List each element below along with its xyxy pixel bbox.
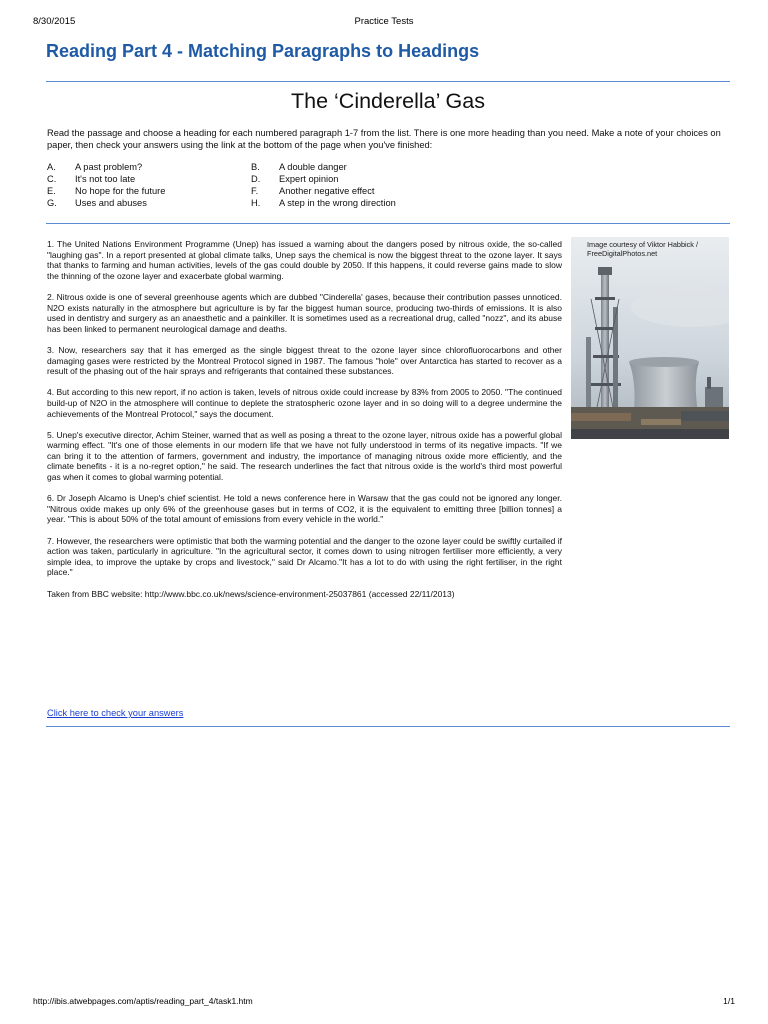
paragraph-7: 7. However, the researchers were optimistic that both the warming potential and the danger to the ozone layer could be swiftly curtailed if action was taken, particularly in agriculture. "In the agricultural sector, it comes down to using nitrogen fertiliser more efficiently, a very simple idea, to improve the uptake by crops and livestock," said Dr Alcamo."It has a lot to do with using the right fertiliser, in the right place.": [47, 535, 562, 578]
instructions: Read the passage and choose a heading for each numbered paragraph 1-7 from the list. There is one more heading than you need. Make a note of your choices on paper, then check your answers using the link at the bottom of the page when you've finished:: [47, 128, 721, 150]
source-citation: Taken from BBC website: http://www.bbc.co.uk/news/science-environment-25037861 (accessed 22/11/2013): [47, 588, 455, 599]
divider: [46, 223, 730, 224]
heading-letter: C.: [47, 174, 57, 184]
print-page-title: Practice Tests: [354, 16, 414, 27]
check-answers-link[interactable]: Click here to check your answers: [47, 708, 184, 718]
heading-row: [47, 185, 467, 197]
heading-letter: F.: [251, 186, 259, 196]
print-url: http://ibis.atwebpages.com/aptis/reading_part_4/task1.htm: [33, 996, 253, 1006]
paragraph-2: 2. Nitrous oxide is one of several greenhouse agents which are dubbed "Cinderella' gases, because their contribution passes unnoticed. N2O exists naturally in the atmosphere but agriculture is by far the biggest human source, producing two-thirds of emissions. It is also used in dentistry and surgery as an anaesthetic and a painkiller. It is sometimes used as a recreational drug, called "nozz", and its abuse has been linked to permanent neurological damage and deaths.: [47, 291, 562, 334]
headings-list: [47, 161, 467, 209]
heading-text: A double danger: [279, 162, 347, 172]
heading-letter: B.: [251, 162, 260, 172]
paragraph-5: 5. Unep's executive director, Achim Steiner, warned that as well as posing a threat to the ozone layer, nitrous oxide has a powerful global warming effect. "It's one of those elements in our modern life that we have not fully understood in terms of its negative impacts. "If we can bring it to the attention of farmers, government and industry, the importance of managing nitrous oxide more efficiently, and the climate benefits - it is a no-regret option," he said. The research underlines the fact that nitrous oxide is the world's third most powerful gas when it comes to global warming potential.: [47, 429, 562, 483]
heading-letter: E.: [47, 186, 56, 196]
page-number: 1/1: [723, 996, 735, 1006]
photo-credit: Image courtesy of Viktor Habbick / FreeDigitalPhotos.net: [587, 240, 698, 258]
heading-row: [47, 197, 467, 209]
print-header: [33, 16, 735, 30]
heading-text: Another negative effect: [279, 186, 375, 196]
heading-text: It's not too late: [75, 174, 136, 184]
industrial-plant-photo: [571, 237, 729, 439]
heading-text: Expert opinion: [279, 174, 339, 184]
divider: [46, 726, 730, 727]
heading-row: [47, 173, 467, 185]
paragraph-1: 1. The United Nations Environment Programme (Unep) has issued a warning about the dangers posed by nitrous oxide, the so-called "laughing gas". In a report presented at global climate talks, Unep says the chemical is now the biggest threat to the ozone layer. It says that thanks to farming and human activities, levels of the gas could double by 2050. If this happens, it could reverse gains made to slow the thinning of the ozone layer and exacerbate global warming.: [47, 239, 562, 281]
heading-letter: G.: [47, 198, 57, 208]
print-date: 8/30/2015: [33, 16, 76, 27]
heading-text: A step in the wrong direction: [279, 198, 396, 208]
page-heading: Reading Part 4 - Matching Paragraphs to Headings: [46, 41, 480, 61]
heading-text: Uses and abuses: [75, 198, 147, 208]
heading-letter: A.: [47, 162, 56, 172]
divider: [46, 81, 730, 82]
heading-text: No hope for the future: [75, 186, 166, 196]
paragraph-4: 4. But according to this new report, if no action is taken, levels of nitrous oxide could increase by 83% from 2005 to 2050. "The continued build-up of N2O in the atmosphere will continue to deplete the stratospheric ozone layer and in so doing will to a degree undermine the achievements of the Montreal Protocol," says the document.: [47, 387, 562, 419]
heading-text: A past problem?: [75, 162, 143, 172]
heading-row: [47, 161, 467, 173]
reading-passage: [47, 239, 562, 610]
paragraph-6: 6. Dr Joseph Alcamo is Unep's chief scientist. He told a news conference here in Warsaw that the gas could not be ignored any longer. "Nitrous oxide makes up only 6% of the greenhouse gases but in terms of CO2, it is the equivalent to emitting three [billion tonnes] a year. "This is about 50% of the total amount of emissions from every vehicle in the world.": [47, 493, 562, 525]
print-footer: [33, 996, 735, 1010]
plant-illustration: [571, 237, 729, 439]
heading-letter: H.: [251, 198, 261, 208]
heading-letter: D.: [251, 174, 261, 184]
article-title: The ‘Cinderella’ Gas: [291, 89, 485, 113]
paragraph-3: 3. Now, researchers say that it has emerged as the single biggest threat to the ozone layer since chlorofluorocarbons and other damaging gases were restricted by the Montreal Protocol signed in 1987. The famous "hole" over Antarctica has started to recover as a result of the phasing out of the hair sprays and refrigerants that contained these substances.: [47, 344, 562, 377]
